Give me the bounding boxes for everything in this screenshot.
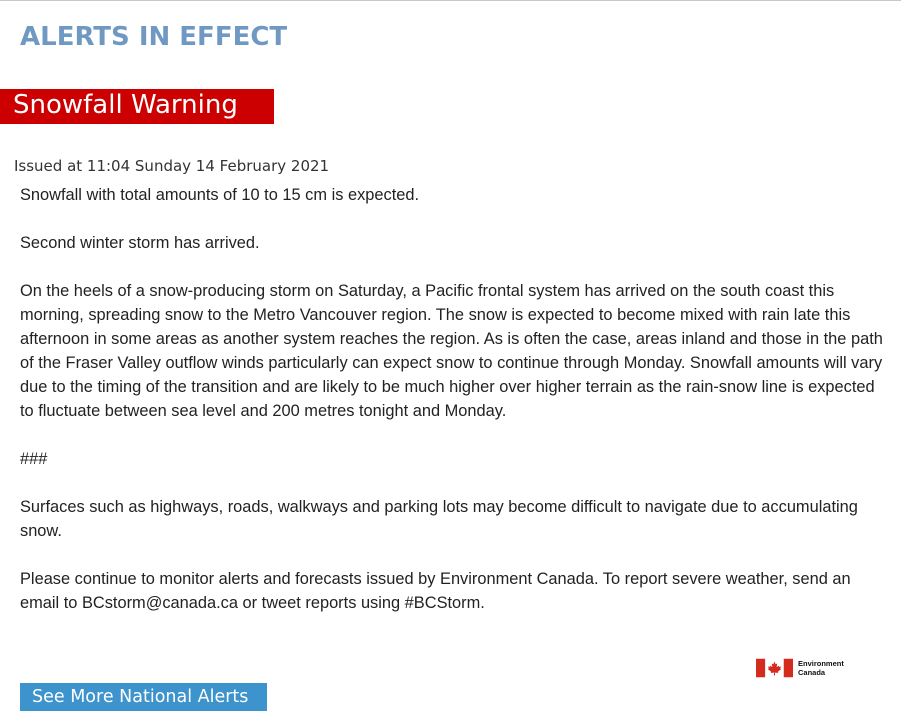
canada-flag-icon [756, 658, 793, 678]
alert-paragraph: Snowfall with total amounts of 10 to 15 cm is expected. [20, 186, 420, 204]
page-title: ALERTS IN EFFECT [20, 22, 288, 52]
alert-paragraph: Please continue to monitor alerts and forecasts issued by Environment Canada. To report severe weather, send an email to BCstorm@canada.ca or tweet reports using #BCStorm. [20, 570, 851, 612]
alert-paragraph: Surfaces such as highways, roads, walkways and parking lots may become difficult to navigate due to accumulating snow. [20, 498, 858, 540]
environment-canada-logo [756, 657, 844, 679]
top-divider [0, 0, 901, 1]
logo-line-1: Environment [798, 659, 844, 668]
alert-paragraph: ### [20, 450, 48, 468]
issued-timestamp: Issued at 11:04 Sunday 14 February 2021 [14, 157, 330, 175]
see-more-alerts-button[interactable]: See More National Alerts [20, 683, 267, 711]
alert-body [20, 183, 885, 639]
alert-paragraph: On the heels of a snow-producing storm on Saturday, a Pacific frontal system has arrived on the south coast this morning, spreading snow to the Metro Vancouver region. The snow is expected to become mixed with rain late this afternoon in some areas as another system reaches the region. As is often the case, areas inland and those in the path of the Fraser Valley outflow winds particularly can expect snow to continue through Monday. Snowfall amounts will vary due to the timing of the transition and are likely to be much higher over higher terrain as the rain-snow line is expected to fluctuate between sea level and 200 metres tonight and Monday. [20, 282, 883, 420]
alert-paragraph: Second winter storm has arrived. [20, 234, 260, 252]
logo-line-2: Canada [798, 668, 826, 677]
logo-wordmark [798, 659, 844, 677]
warning-banner: Snowfall Warning [0, 89, 274, 124]
